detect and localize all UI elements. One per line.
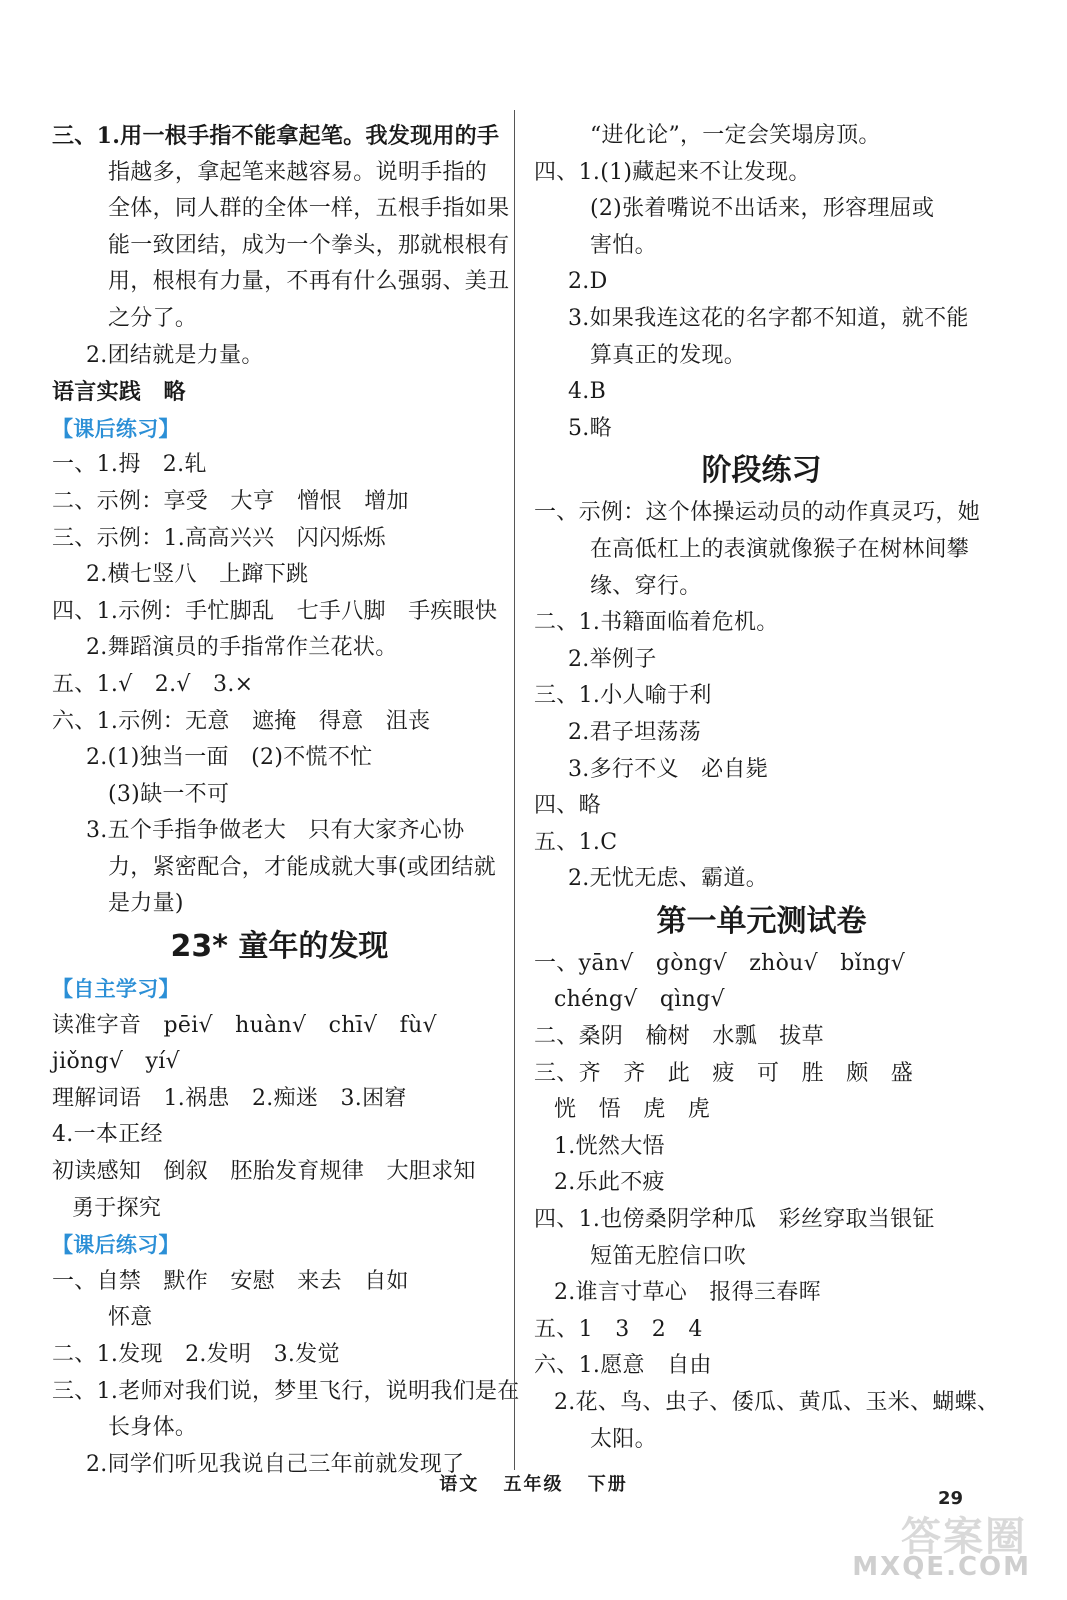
answer-line: 一、示例：这个体操运动员的动作真灵巧，她 bbox=[534, 500, 981, 526]
left-column bbox=[52, 118, 520, 1483]
answer-line: 2.君子坦荡荡 bbox=[568, 719, 702, 745]
answer-line: (3)缺一不可 bbox=[108, 781, 230, 807]
answer-line: 三、1.用一根手指不能拿起笔。我发现用的手 bbox=[52, 123, 500, 149]
answer-line: 二、1.发现 2.发明 3.发觉 bbox=[52, 1342, 340, 1367]
answer-line: 恍 悟 虎 虎 bbox=[554, 1097, 711, 1123]
answer-line: 五、1 3 2 4 bbox=[534, 1316, 703, 1342]
answer-line: 2.舞蹈演员的手指常作兰花状。 bbox=[86, 635, 398, 661]
answer-line: 4.一本正经 bbox=[52, 1122, 163, 1148]
answer-line: 2.D bbox=[568, 269, 608, 295]
answer-line: 勇于探究 bbox=[72, 1195, 162, 1221]
answer-line: 1.恍然大悟 bbox=[554, 1133, 665, 1159]
answer-line: 全体，同人群的全体一样，五根手指如果 bbox=[108, 196, 510, 222]
answer-line: 3.五个手指争做老大 只有大家齐心协 bbox=[86, 818, 465, 844]
answer-line: 二、示例：享受 大亨 憎恨 增加 bbox=[52, 488, 409, 514]
page-footer bbox=[0, 1470, 1067, 1496]
column-divider bbox=[514, 110, 515, 1470]
section-label: 【课后练习】 bbox=[52, 1233, 180, 1258]
footer-grade: 五年级 bbox=[503, 1474, 564, 1495]
answer-line: 语言实践 略 bbox=[52, 379, 186, 406]
answer-line: 害怕。 bbox=[590, 232, 657, 258]
answer-line: 力，紧密配合，才能成就大事(或团结就 bbox=[108, 854, 496, 880]
answer-line: 一、1.拇 2.轧 bbox=[52, 452, 207, 478]
answer-line: 读准字音 pēi√ huàn√ chī√ fù√ bbox=[52, 1012, 437, 1038]
watermark-site: MXQE.COM bbox=[852, 1552, 1031, 1582]
section-heading: 23* 童年的发现 bbox=[170, 929, 389, 965]
answer-line: 5.略 bbox=[568, 415, 612, 441]
answer-line: (2)张着嘴说不出话来，形容理屈或 bbox=[590, 196, 935, 222]
section-heading: 阶段练习 bbox=[701, 453, 822, 489]
answer-line: 四、略 bbox=[534, 793, 601, 819]
answer-line: 2.举例子 bbox=[568, 646, 657, 672]
answer-line: 指越多，拿起笔来越容易。说明手指的 bbox=[108, 159, 488, 185]
footer-volume: 下册 bbox=[587, 1474, 628, 1495]
answer-line: 4.B bbox=[568, 379, 607, 405]
answer-line: chéng√ qìng√ bbox=[554, 987, 725, 1013]
answer-line: 二、1.书籍面临着危机。 bbox=[534, 610, 779, 636]
answer-line: 理解词语 1.祸患 2.痴迷 3.困窘 bbox=[52, 1085, 407, 1111]
answer-line: 2.(1)独当一面 (2)不慌不忙 bbox=[86, 745, 373, 771]
answer-line: 2.团结就是力量。 bbox=[86, 342, 264, 368]
answer-line: 短笛无腔信口吹 bbox=[590, 1243, 747, 1269]
answer-line: 三、示例：1.高高兴兴 闪闪烁烁 bbox=[52, 525, 386, 551]
watermark-logo: 答案圈 bbox=[901, 1514, 1027, 1560]
answer-line: 三、1.小人喻于利 bbox=[534, 683, 712, 709]
answer-line: 2.乐此不疲 bbox=[554, 1170, 665, 1196]
answer-line: 三、1.老师对我们说，梦里飞行，说明我们是在 bbox=[52, 1378, 520, 1404]
section-label: 【自主学习】 bbox=[52, 977, 180, 1002]
answer-line: 一、yān√ gòng√ zhòu√ bǐng√ bbox=[534, 950, 906, 976]
answer-line: 长身体。 bbox=[108, 1415, 198, 1441]
answer-line: 2.横七竖八 上蹿下跳 bbox=[86, 562, 309, 588]
answer-line: 六、1.示例：无意 遮掩 得意 沮丧 bbox=[52, 708, 431, 734]
right-column bbox=[534, 118, 1000, 1458]
page-number: 29 bbox=[938, 1488, 964, 1509]
answer-line: 初读感知 倒叙 胚胎发育规律 大胆求知 bbox=[52, 1159, 476, 1185]
answer-line: 算真正的发现。 bbox=[590, 342, 747, 368]
answer-line: 五、1.√ 2.√ 3.× bbox=[52, 671, 254, 697]
answer-line: 2.同学们听见我说自己三年前就发现了 bbox=[86, 1451, 465, 1477]
answer-line: 2.谁言寸草心 报得三春晖 bbox=[554, 1280, 821, 1306]
answer-line: 二、桑阴 榆树 水瓢 拔草 bbox=[534, 1024, 824, 1050]
answer-line: 六、1.愿意 自由 bbox=[534, 1353, 712, 1379]
answer-line: 在高低杠上的表演就像猴子在树林间攀 bbox=[590, 536, 970, 562]
answer-line: 怀意 bbox=[108, 1305, 153, 1331]
answer-line: 五、1.C bbox=[534, 829, 618, 855]
footer-subject: 语文 bbox=[439, 1474, 480, 1495]
answer-line: 是力量) bbox=[108, 891, 184, 917]
answer-line: 太阳。 bbox=[590, 1426, 657, 1452]
answer-line: 2.无忧无虑、霸道。 bbox=[568, 866, 768, 892]
answer-line: 3.多行不义 必自毙 bbox=[568, 756, 768, 782]
answer-line: 缘、穿行。 bbox=[590, 573, 702, 599]
answer-line: 3.如果我连这花的名字都不知道，就不能 bbox=[568, 305, 969, 331]
answer-line: “进化论”，一定会笑塌房顶。 bbox=[590, 123, 881, 148]
answer-line: 用，根根有力量，不再有什么强弱、美丑 bbox=[108, 269, 510, 295]
answer-line: 三、齐 齐 此 疲 可 胜 颇 盛 bbox=[534, 1060, 914, 1086]
answer-line: 2.花、鸟、虫子、倭瓜、黄瓜、玉米、蝴蝶、 bbox=[554, 1390, 1000, 1415]
answer-line: 之分了。 bbox=[108, 305, 198, 331]
answer-line: jiǒng√ yí√ bbox=[52, 1049, 180, 1075]
answer-line: 四、1.示例：手忙脚乱 七手八脚 手疾眼快 bbox=[52, 598, 498, 624]
answer-line: 能一致团结，成为一个拳头，那就根根有 bbox=[108, 232, 510, 258]
answer-line: 四、1.也傍桑阴学种瓜 彩丝穿取当银钲 bbox=[534, 1207, 935, 1233]
section-label: 【课后练习】 bbox=[52, 416, 180, 441]
section-heading: 第一单元测试卷 bbox=[656, 903, 867, 939]
answer-line: 一、自禁 默作 安慰 来去 自如 bbox=[52, 1268, 409, 1294]
answer-line: 四、1.(1)藏起来不让发现。 bbox=[534, 159, 811, 185]
